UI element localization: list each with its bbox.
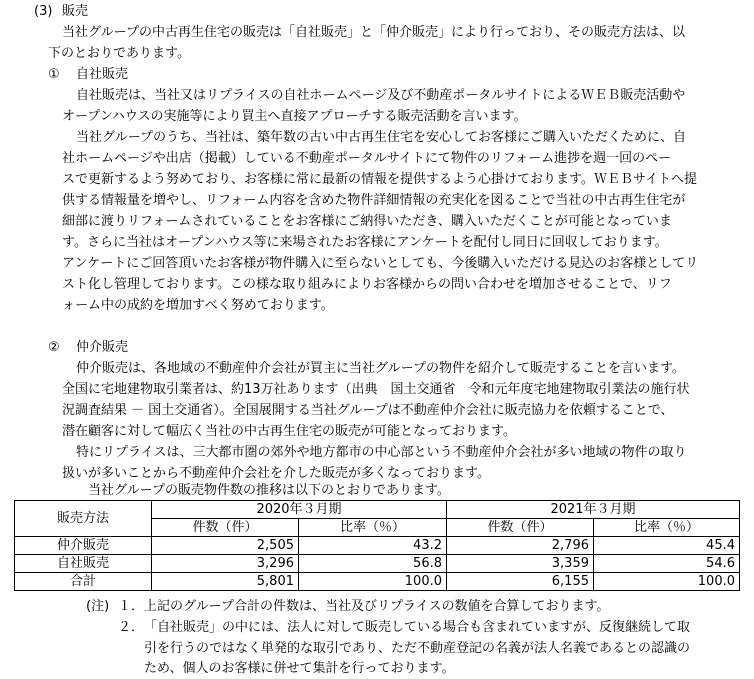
body-line: 仲介販売は、各地域の不動産仲介会社が買主に当社グループの物件を紹介して販売することを言います。 (76, 361, 685, 376)
sales-table (14, 500, 739, 591)
body-line: 扱いが多いことから不動産仲介会社を介した販売が多くなっております。 (62, 466, 490, 481)
body-line: 自社販売は、当社又はリプライスの自社ホームページ及び不動産ポータルサイトによるＷＥＢ販売活動や (76, 88, 686, 103)
body-line: オープンハウスの実施等により買主へ直接アプローチする販売活動を言います。 (62, 109, 527, 124)
section-number: (3) (34, 4, 53, 19)
row-count: 2,796 (447, 537, 594, 555)
row-method: 仲介販売 (15, 537, 152, 555)
row-count: 5,801 (152, 573, 299, 591)
body-line: 供する情報量を増やし、リフォーム内容を含めた物件詳細情報の充実化を図ることで当社の中古再生住宅が (62, 193, 686, 208)
note-line: 上記のグループ合計の件数は、当社及びリプライスの数値を合算しております。 (144, 599, 610, 614)
row-count: 3,296 (152, 555, 299, 573)
row-count: 6,155 (447, 573, 594, 591)
table-row (15, 537, 740, 555)
period2-header: 2021年３月期 (447, 501, 740, 519)
table-row (15, 555, 740, 573)
row-method: 合計 (15, 573, 152, 591)
ratio-header: 比率（％） (594, 519, 740, 537)
table-caption: 当社グループの販売物件数の推移は以下のとおりであります。 (88, 483, 450, 498)
notes-label: (注) (86, 599, 110, 614)
count-header: 件数（件） (447, 519, 594, 537)
note-line: 「自社販売」の中には、法人に対して販売している場合も含まれていますが、反復継続して取 (144, 620, 691, 635)
body-line: スト化し管理しております。この様な取り組みによりお客様からの問い合わせを増加させることで、リフ (62, 277, 672, 292)
body-line: 全国に宅地建物取引業者は、約13万社あります（出典 国土交通省 令和元年度宅地建物取引業法の施行状 (62, 382, 690, 397)
body-line: 細部に渡りリフォームされていることをお客様にご納得いただき、購入いただくことが可能となっていま (62, 214, 672, 229)
row-ratio: 56.8 (299, 555, 447, 573)
table-header-row (15, 501, 740, 519)
row-ratio: 54.6 (594, 555, 740, 573)
row-method: 自社販売 (15, 555, 152, 573)
table-row (15, 573, 740, 591)
ratio-header: 比率（％） (299, 519, 447, 537)
intro-line: 当社グループの中古再生住宅の販売は「自社販売」と「仲介販売」により行っており、その販売方法は、以 (62, 25, 685, 40)
body-line: ォーム中の成約を増加すべく努めております。 (62, 298, 334, 313)
period1-header: 2020年３月期 (152, 501, 447, 519)
body-line: アンケートにご回答頂いたお客様が物件購入に至らないとしても、今後購入いただける見込のお客様としてリ (62, 256, 699, 271)
row-count: 3,359 (447, 555, 594, 573)
subsection-number: ② (48, 340, 60, 355)
row-ratio: 100.0 (299, 573, 447, 591)
subsection-title: 自社販売 (76, 67, 129, 82)
body-line: 社ホームページや出店（掲載）している不動産ポータルサイトにて物件のリフォーム進捗を週一回のペー (62, 151, 672, 166)
subsection-title: 仲介販売 (76, 340, 129, 355)
body-line: 潜在顧客に対して幅広く当社の中古再生住宅の販売が可能となっております。 (62, 424, 516, 439)
intro-line: 下のとおりであります。 (48, 46, 190, 61)
body-line: す。さらに当社はオープンハウス等に来場されたお客様にアンケートを配付し同日に回収しております。 (62, 235, 668, 250)
row-ratio: 100.0 (594, 573, 740, 591)
body-line: 当社グループのうち、当社は、築年数の古い中古再生住宅を安心してお客様にご購入いただくために、自 (76, 130, 686, 145)
note-number: ２． (118, 620, 145, 635)
note-number: １． (118, 599, 145, 614)
row-ratio: 43.2 (299, 537, 447, 555)
body-line: 況調査結果 － 国土交通省）。全国展開する当社グループは不動産仲介会社に販売協力を依頼することで、 (62, 403, 674, 418)
count-header: 件数（件） (152, 519, 299, 537)
section-title: 販売 (62, 4, 89, 19)
row-ratio: 45.4 (594, 537, 740, 555)
row-count: 2,505 (152, 537, 299, 555)
body-line: スで更新するよう努めており、お客様に常に最新の情報を提供するよう心掛けております。ＷＥＢサイトへ提 (62, 172, 698, 187)
note-line: ため、個人のお客様に併せて集計を行っております。 (144, 661, 455, 676)
method-header: 販売方法 (15, 501, 152, 537)
note-line: 引を行うのではなく単発的な取引であり、ただ不動産登記の名義が法人名義であるとの認識の (144, 641, 691, 656)
body-line: 特にリプライスは、三大都市圏の郊外や地方都市の中心部という不動産仲介会社が多い地域の物件の取り (76, 445, 687, 460)
subsection-number: ① (48, 67, 60, 82)
